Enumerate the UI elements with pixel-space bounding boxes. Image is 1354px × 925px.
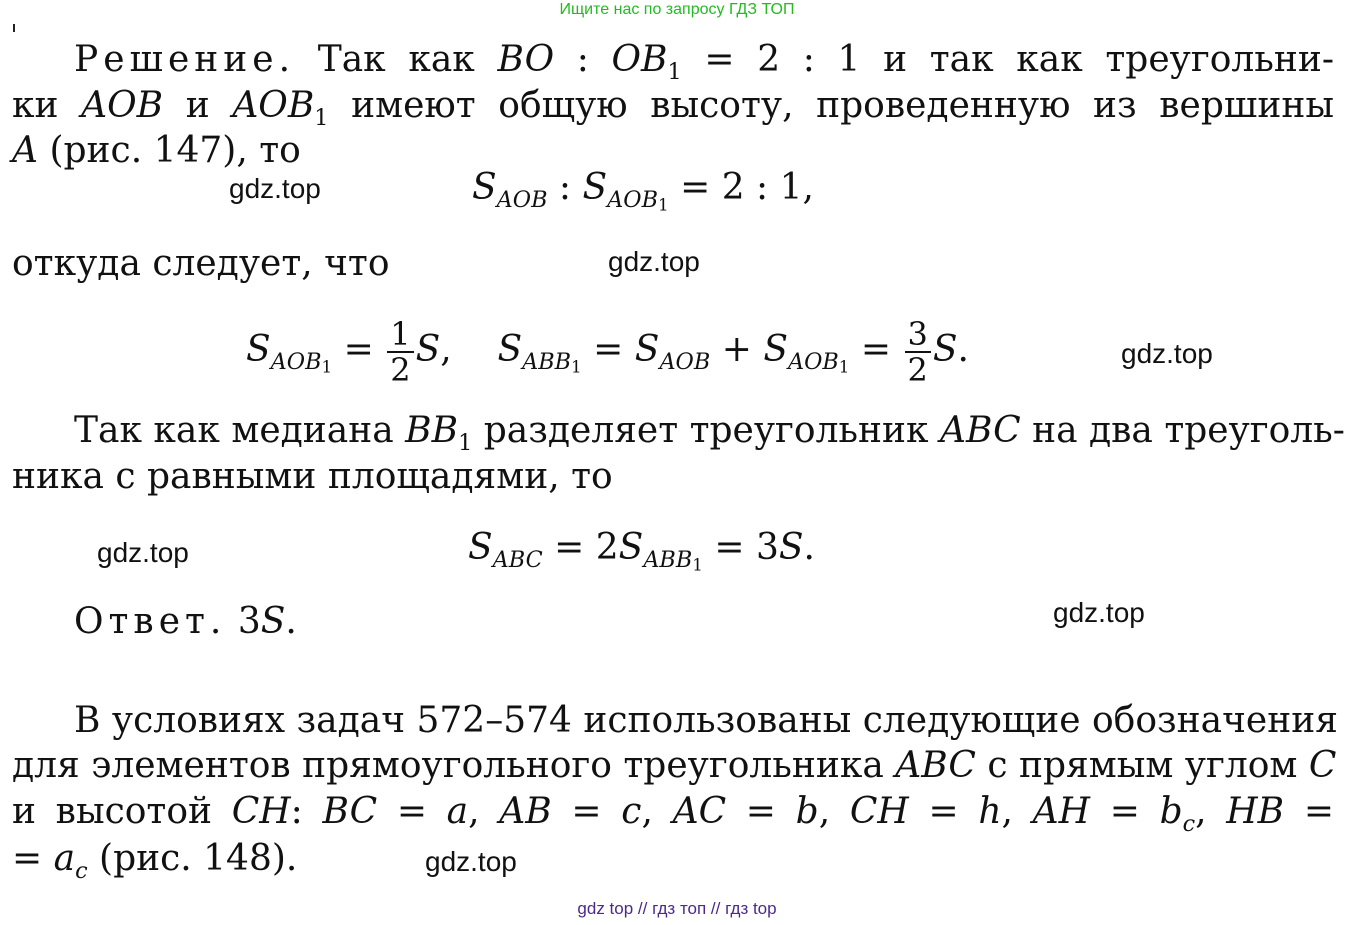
watermark: gdz.top <box>1121 338 1213 369</box>
median-line-1: Так как медиана $BB_1$ разделяет треугольник ABC на два треуголь- <box>74 410 1345 456</box>
median-line-2: ника с равными площадями, то <box>12 456 613 497</box>
watermark: gdz.top <box>229 173 321 204</box>
notation-line-2: для элементов прямоугольного треугольника ABC с прямым углом C <box>12 745 1337 786</box>
solution-line-2: ки AOB и $AOB_1$ имеют общую высоту, проведенную из вершины <box>12 85 1334 131</box>
solution-line-3: A (рис. 147), то <box>12 130 301 171</box>
watermark: gdz.top <box>97 537 189 568</box>
solution-label: Решение. <box>74 39 296 80</box>
notation-line-4: = $a_c$ (рис. 148). <box>12 838 298 884</box>
answer-label: Ответ. <box>74 601 227 642</box>
notation-line-1: В условиях задач 572–574 использованы следующие обозначения <box>74 700 1338 741</box>
search-banner[interactable]: Ищите нас по запросу ГДЗ ТОП <box>559 1 795 18</box>
watermark: gdz.top <box>608 246 700 277</box>
paragraph-2-line: откуда следует, что <box>12 243 390 284</box>
page-edge-mark <box>13 24 15 32</box>
watermark: gdz.top <box>1053 597 1145 628</box>
formula-total-area: $S_{ABC} = 2S_{ABB1} = 3S$. <box>468 527 815 575</box>
formula-areas: $S_{AOB1}$ = $\frac{1}{2}$ S, $S_{ABB1} = S_{AOB} + S_{AOB1}$ = $\frac{3}{2}$ S. <box>246 315 969 389</box>
notation-line-3: и высотой CH: BC = a, AB = c, AC = b, CH = h, AH = $b_c$, HB = <box>12 791 1334 837</box>
watermark: gdz.top <box>425 846 517 877</box>
solution-line-1: Решение. Так как BO : $OB_1 = 2$ : 1 и так как треугольни- <box>74 39 1334 85</box>
footer-links[interactable]: gdz top // гдз топ // гдз top <box>577 899 777 918</box>
answer-line: Ответ. 3S. <box>74 601 297 642</box>
formula-area-ratio: $S_{AOB}$ : $S_{AOB1} = 2$ : 1, <box>472 167 814 215</box>
